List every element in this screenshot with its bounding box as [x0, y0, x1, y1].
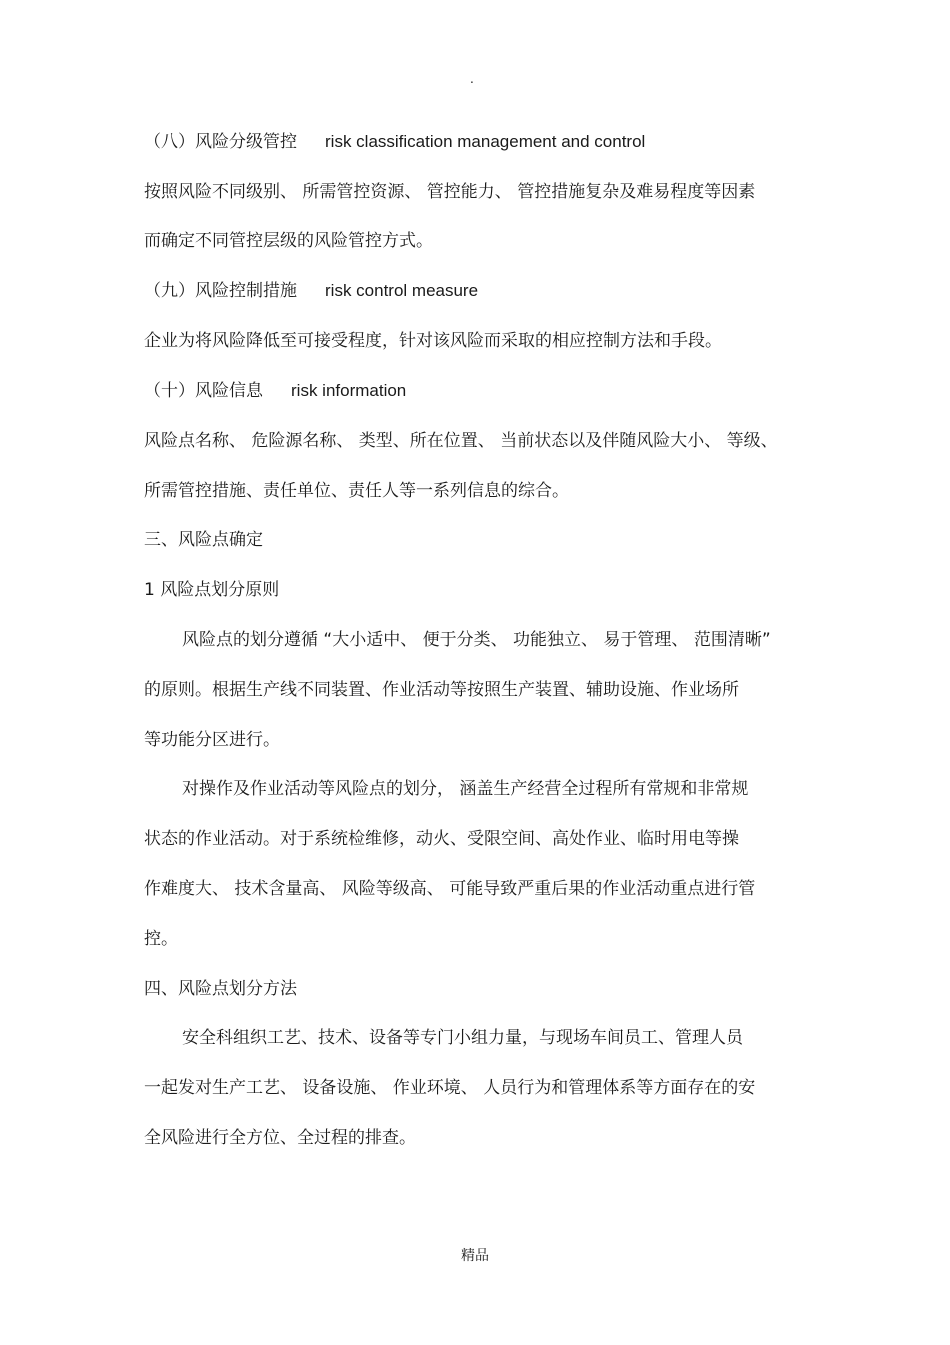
heading-cn: （十）风险信息 — [144, 381, 263, 401]
part-title: 四、风险点划分方法 — [144, 979, 297, 999]
body-line: 企业为将风险降低至可接受程度，针对该风险而采取的相应控制方法和手段。 — [144, 331, 722, 351]
heading-en: risk control measure — [325, 281, 479, 300]
body-line: 等功能分区进行。 — [144, 730, 280, 750]
section-heading — [144, 131, 645, 153]
body-line: 状态的作业活动。对于系统检维修，动火、受限空间、高处作业、临时用电等操 — [144, 829, 739, 849]
sub-heading: 1 风险点划分原则 — [144, 580, 280, 600]
page-footer: 精品 — [461, 1248, 489, 1264]
page-header-dot: . — [470, 72, 474, 86]
heading-en: risk information — [291, 381, 407, 400]
body-line: 一起发对生产工艺、 设备设施、 作业环境、 人员行为和管理体系等方面存在的安 — [144, 1078, 756, 1098]
body-line: 而确定不同管控层级的风险管控方式。 — [144, 231, 433, 251]
body-line: 安全科组织工艺、技术、设备等专门小组力量，与现场车间员工、管理人员 — [182, 1028, 743, 1048]
section-heading — [144, 280, 478, 302]
body-line: 的原则。根据生产线不同装置、作业活动等按照生产装置、辅助设施、作业场所 — [144, 680, 739, 700]
body-line: 控。 — [144, 929, 178, 949]
body-line: 所需管控措施、责任单位、责任人等一系列信息的综合。 — [144, 481, 569, 501]
body-line: 作难度大、 技术含量高、 风险等级高、 可能导致严重后果的作业活动重点进行管 — [144, 879, 756, 899]
body-line: 按照风险不同级别、 所需管控资源、 管控能力、 管控措施复杂及难易程度等因素 — [144, 182, 756, 202]
body-line: 风险点的划分遵循 “大小适中、 便于分类、 功能独立、 易于管理、 范围清晰” — [182, 630, 771, 650]
body-line: 风险点名称、 危险源名称、 类型、所在位置、 当前状态以及伴随风险大小、 等级、 — [144, 431, 778, 451]
heading-cn: （九）风险控制措施 — [144, 281, 297, 301]
heading-en: risk classification management and control — [325, 132, 646, 151]
part-title: 三、风险点确定 — [144, 530, 263, 550]
section-heading — [144, 380, 406, 402]
body-line: 对操作及作业活动等风险点的划分， 涵盖生产经营全过程所有常规和非常规 — [182, 779, 749, 799]
body-line: 全风险进行全方位、全过程的排查。 — [144, 1128, 416, 1148]
heading-cn: （八）风险分级管控 — [144, 132, 297, 152]
